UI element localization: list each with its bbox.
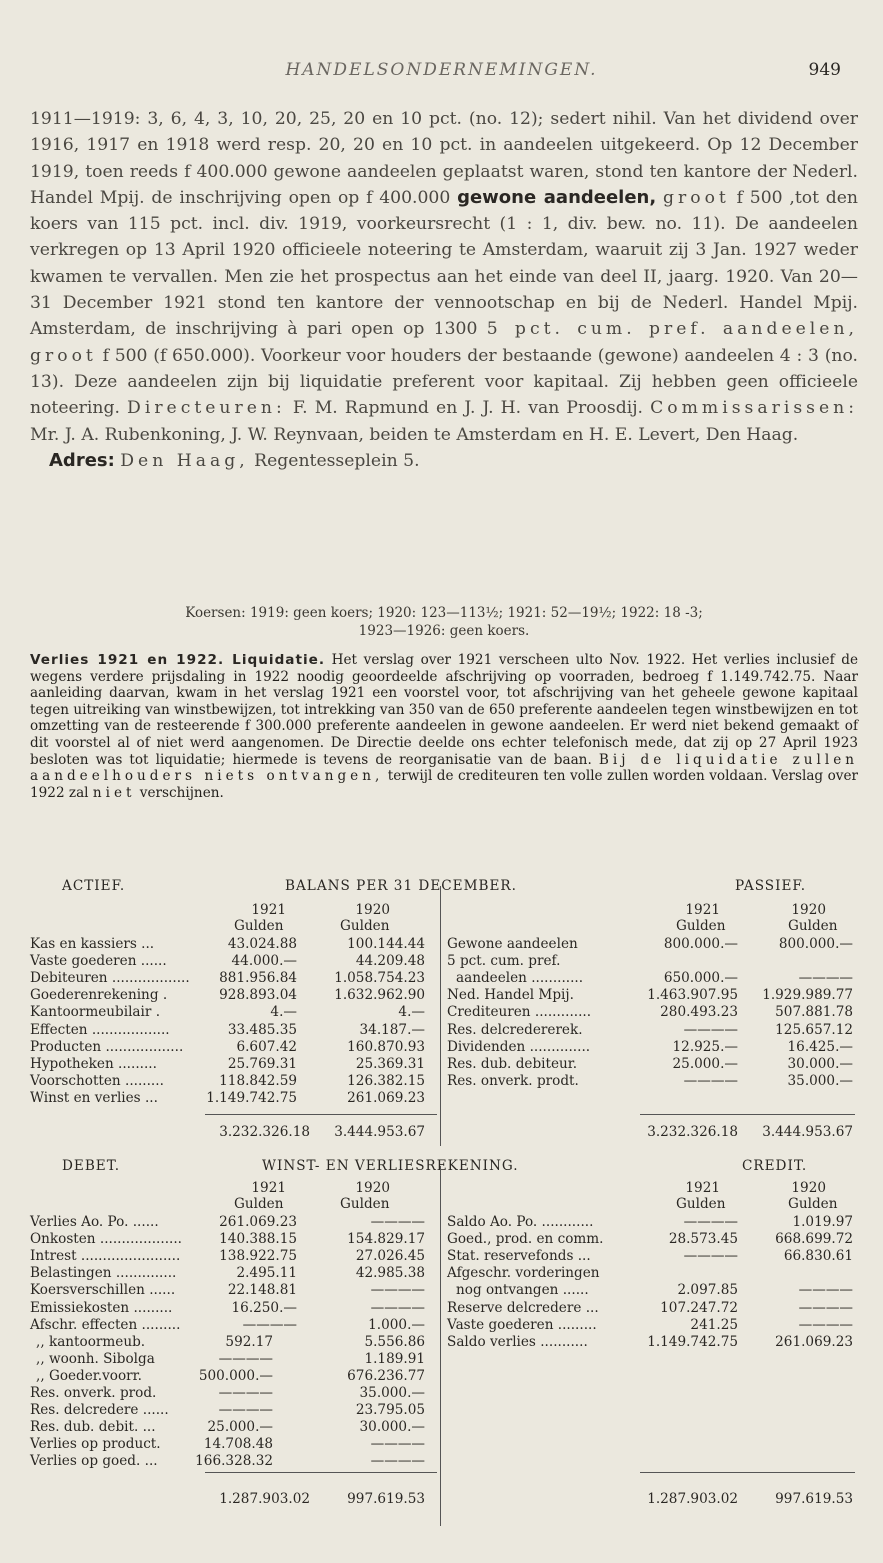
pl-row-value: 1.000.— bbox=[368, 1316, 425, 1333]
description-paragraph bbox=[30, 106, 858, 448]
profit-loss-account bbox=[0, 1158, 883, 1528]
total-rule bbox=[640, 1114, 855, 1115]
column-unit: Gulden bbox=[234, 918, 284, 934]
company-description bbox=[30, 106, 858, 474]
pl-row-value: 27.026.45 bbox=[355, 1248, 425, 1265]
pl-row-value: ———— bbox=[798, 1299, 853, 1316]
column-unit: Gulden bbox=[676, 1196, 726, 1212]
pl-row-value: ———— bbox=[242, 1316, 297, 1333]
pl-row-subvalue: 14.708.48 bbox=[203, 1436, 273, 1453]
balance-row-value: 100.144.44 bbox=[347, 936, 425, 952]
balance-row-value: 280.493.23 bbox=[660, 1004, 738, 1021]
total-value: 1.287.903.02 bbox=[219, 1491, 310, 1507]
balance-row-value: 43.024.88 bbox=[227, 936, 297, 952]
balance-row-value: 881.956.84 bbox=[219, 970, 297, 987]
total-rule bbox=[205, 1114, 437, 1115]
pl-row-value: 16.250.— bbox=[231, 1299, 297, 1316]
pl-row-label: Belastingen .............. bbox=[30, 1265, 177, 1282]
balance-row-label: Res. dub. debiteur. bbox=[447, 1055, 578, 1072]
balance-row-value: 25.000.— bbox=[672, 1055, 738, 1072]
column-unit: Gulden bbox=[340, 918, 390, 934]
pl-row-value: 1.019.97 bbox=[792, 1214, 853, 1230]
pl-row-label: Emissiekosten ......... bbox=[30, 1299, 173, 1316]
balance-row-value: 1.929.989.77 bbox=[762, 987, 853, 1004]
balance-row-value: 125.657.12 bbox=[775, 1021, 853, 1038]
verlies-paragraph bbox=[30, 652, 858, 801]
balance-row-label: Kas en kassiers ... bbox=[30, 936, 155, 952]
spaced-text: niet bbox=[92, 784, 136, 801]
pl-row-subvalue: 166.328.32 bbox=[195, 1453, 273, 1470]
pl-row-subvalue: 500.000.— bbox=[198, 1367, 273, 1384]
address-label: Adres: bbox=[49, 449, 115, 471]
text-run: 1911—1919: 3, 6, 4, 3, 10, 20, 25, 20 en 10 pct. (no. 12); sedert nihil. Van het dividend over 1916, 1917 en 1918 werd resp. 20, 20 en 10 pct. in aandeelen uitgekeerd. Op 12 December 1919, toen reeds f 400.000 gewone aandeelen geplaatst waren, stond ten kantore der Nederl. Handel Mpij. de inschrijving open op f 400.000 bbox=[30, 109, 858, 208]
page-header bbox=[0, 60, 883, 84]
text-run: f 500 ,tot den koers van 115 pct. incl. div. 1919, voorkeursrecht (1 : 1, div. bew. no. 11). De aandeelen verkregen op 13 April 1920 officieele noteering te Amsterdam, waaruit zij 3 Jan. 1927 weder kwamen te vervallen. Men zie het prospectus aan het einde van deel II, jaarg. 1920. Van 20—31 December 1921 stond ten kantore der vennootschap en bij de Nederl. Handel Mpij. Amsterdam, de inschrijving à pari open op 1300 bbox=[30, 187, 859, 340]
pl-row-value: 28.573.45 bbox=[668, 1231, 738, 1248]
pl-row-value: ———— bbox=[370, 1299, 425, 1316]
balance-row-label: aandeelen ............ bbox=[456, 970, 584, 987]
pl-row-label: ,, woonh. Sibolga bbox=[36, 1350, 155, 1367]
pl-row-value: 23.795.05 bbox=[355, 1402, 425, 1419]
balance-row-label: Producten .................. bbox=[30, 1038, 184, 1055]
pl-row-label: Reserve delcredere ... bbox=[447, 1299, 599, 1316]
pl-row-value: 154.829.17 bbox=[347, 1231, 425, 1248]
balance-row-value: 507.881.78 bbox=[775, 1004, 853, 1021]
balance-row-value: 25.769.31 bbox=[227, 1055, 297, 1072]
pl-row-value: 2.097.85 bbox=[677, 1282, 738, 1299]
pl-row-value: 1.149.742.75 bbox=[647, 1333, 738, 1350]
verlies-section bbox=[30, 652, 858, 801]
text-run bbox=[656, 188, 663, 208]
balance-row-value: 1.149.742.75 bbox=[206, 1089, 297, 1106]
pl-row-value: 138.922.75 bbox=[219, 1248, 297, 1265]
pl-row-value: ———— bbox=[798, 1316, 853, 1333]
pl-row-label: ,, kantoormeub. bbox=[36, 1333, 146, 1350]
text-run: f 500 (f 650.000). Voorkeur voor houders der bestaande (gewone) aandeelen 4 : 3 (no. 13). Deze aandeelen zijn bij liquidatie preferent voor kapitaal. Zij hebben geen officieele noteering. bbox=[30, 345, 858, 419]
column-header: 1920 bbox=[791, 1180, 826, 1196]
balance-row-value: 261.069.23 bbox=[347, 1089, 425, 1106]
spaced-text: groot bbox=[663, 187, 730, 208]
text-run: Het verslag over 1921 verscheen ulto Nov. 1922. Het verlies inclusief de wegens verdere prijsdaling in 1922 noodig geoordeelde afschrijving op voorraden, bedroeg f 1.149.742.75. Naar aanleiding daarvan, kwam in het verslag 1921 een voorstel voor, tot afschrijving van het geheele gewone kapitaal tegen uitreiking van winstbewijzen, tot intrekking van 350 van de 650 preferente aandeelen tegen winstbewijzen en tot omzetting van de resteerende f 300.000 preferente aandeelen in gewone aandeelen. Er werd niet bekend gemaakt of dit voorstel al of niet werd aangenomen. De Directie deelde ons echter telefonisch mede, dat zij op 27 April 1923 besloten was tot liquidatie; hiermede is tevens de reorganisatie van de baan. bbox=[30, 652, 858, 768]
pl-row-value: 676.236.77 bbox=[347, 1367, 425, 1384]
balance-row-label: Ned. Handel Mpij. bbox=[447, 987, 574, 1004]
balance-row-label: Voorschotten ......... bbox=[30, 1072, 164, 1089]
passief-caption: PASSIEF. bbox=[735, 878, 807, 894]
balance-row-value: 44.209.48 bbox=[355, 953, 425, 970]
pl-row-value: ———— bbox=[798, 1282, 853, 1299]
commissarissen-label: Commissarissen: bbox=[650, 398, 858, 419]
pl-row-value: 30.000.— bbox=[359, 1419, 425, 1436]
balance-row-label: Debiteuren .................. bbox=[30, 970, 190, 987]
pl-row-label: Vaste goederen ......... bbox=[447, 1316, 597, 1333]
balance-row-label: Res. delcredererek. bbox=[447, 1021, 583, 1038]
total-value: 3.232.326.18 bbox=[219, 1124, 310, 1140]
pl-row-value: 42.985.38 bbox=[355, 1265, 425, 1282]
pl-row-label: Goed., prod. en comm. bbox=[447, 1231, 604, 1248]
pl-row-subvalue: 592.17 bbox=[225, 1333, 273, 1350]
column-header: 1921 bbox=[251, 902, 286, 918]
balance-row-value: 25.369.31 bbox=[355, 1055, 425, 1072]
total-value: 3.444.953.67 bbox=[334, 1124, 425, 1140]
pl-row-value: ———— bbox=[370, 1282, 425, 1299]
balance-row-label: Gewone aandeelen bbox=[447, 936, 578, 952]
pl-row-label: Res. onverk. prod. bbox=[30, 1385, 157, 1401]
total-value: 997.619.53 bbox=[347, 1491, 425, 1507]
balance-row-value: 33.485.35 bbox=[227, 1021, 297, 1038]
balance-row-value: 4.— bbox=[398, 1004, 425, 1021]
balance-row-label: Vaste goederen ...... bbox=[30, 953, 167, 970]
column-divider bbox=[440, 1166, 441, 1526]
pl-row-label: Res. delcredere ...... bbox=[30, 1402, 169, 1419]
column-unit: Gulden bbox=[788, 918, 838, 934]
balance-row-value: 928.893.04 bbox=[219, 987, 297, 1004]
balance-row-value: 160.870.93 bbox=[347, 1038, 425, 1055]
total-rule bbox=[640, 1472, 855, 1473]
pl-row-label: Koersverschillen ...... bbox=[30, 1282, 176, 1299]
total-value: 3.232.326.18 bbox=[647, 1124, 738, 1140]
pl-row-label: Verlies op product. bbox=[30, 1436, 161, 1453]
text-run: terwijl de crediteuren ten volle zullen worden voldaan. Verslag over 1922 zal bbox=[30, 768, 859, 801]
balance-row-value: ———— bbox=[798, 970, 853, 987]
column-unit: Gulden bbox=[340, 1196, 390, 1212]
column-unit: Gulden bbox=[234, 1196, 284, 1212]
balance-row-value: 650.000.— bbox=[663, 970, 738, 987]
pl-row-value: 1.189.91 bbox=[364, 1350, 425, 1367]
page-number: 949 bbox=[808, 60, 841, 80]
pl-row-label: Intrest ....................... bbox=[30, 1248, 181, 1265]
pl-row-value: 22.148.81 bbox=[227, 1282, 297, 1299]
balance-row-value: ———— bbox=[683, 1021, 738, 1038]
profit-loss-title: WINST- EN VERLIESREKENING. bbox=[262, 1158, 519, 1174]
column-header: 1921 bbox=[251, 1180, 286, 1196]
pl-row-label: Stat. reservefonds ... bbox=[447, 1248, 591, 1265]
page-title: HANDELSONDERNEMINGEN. bbox=[285, 60, 598, 80]
balance-row-value: 35.000.— bbox=[787, 1072, 853, 1089]
pl-row-value: 261.069.23 bbox=[775, 1333, 853, 1350]
pl-row-label: ,, Goeder.voorr. bbox=[36, 1367, 142, 1384]
directeuren-label: Directeuren: bbox=[127, 398, 286, 419]
pl-row-label: Saldo Ao. Po. ............ bbox=[447, 1214, 594, 1230]
pl-row-value: 66.830.61 bbox=[783, 1248, 853, 1265]
pl-row-value: 668.699.72 bbox=[775, 1231, 853, 1248]
balance-row-label: Crediteuren ............. bbox=[447, 1004, 592, 1021]
koersen-line: Koersen: 1919: geen koers; 1920: 123—113½; 1921: 52—19½; 1922: 18 -3; bbox=[185, 605, 703, 621]
pl-row-label: Saldo verlies ........... bbox=[447, 1333, 588, 1350]
column-header: 1920 bbox=[355, 902, 390, 918]
pl-row-value: 2.495.11 bbox=[236, 1265, 297, 1282]
emphasis-gewone-aandeelen: gewone aandeelen, bbox=[457, 186, 657, 208]
pl-row-value: 107.247.72 bbox=[660, 1299, 738, 1316]
column-header: 1920 bbox=[355, 1180, 390, 1196]
koersen bbox=[30, 604, 858, 640]
pl-row-label: Verlies Ao. Po. ...... bbox=[30, 1214, 159, 1230]
balance-row-value: 16.425.— bbox=[787, 1038, 853, 1055]
pl-row-subvalue: ———— bbox=[218, 1350, 273, 1367]
pl-row-label: Afschr. effecten ......... bbox=[30, 1316, 181, 1333]
column-header: 1921 bbox=[685, 902, 720, 918]
pl-row-value: 5.556.86 bbox=[364, 1333, 425, 1350]
total-rule bbox=[205, 1472, 437, 1473]
balance-row-value: 34.187.— bbox=[359, 1021, 425, 1038]
balance-row-value: 1.058.754.23 bbox=[334, 970, 425, 987]
balance-row-value: 800.000.— bbox=[663, 936, 738, 952]
balance-title: BALANS PER 31 DECEMBER. bbox=[285, 878, 517, 894]
balance-row-value: ———— bbox=[683, 1072, 738, 1089]
address-street: Regentesseplein 5. bbox=[248, 450, 420, 471]
balance-row-value: 1.463.907.95 bbox=[647, 987, 738, 1004]
balance-row-value: 44.000.— bbox=[231, 953, 297, 970]
address-city: Den Haag, bbox=[120, 450, 249, 471]
pl-row-subvalue: ———— bbox=[218, 1402, 273, 1419]
spaced-text: Bij de liquidatie zullen aandeelhouders niets ontvangen, bbox=[30, 751, 858, 785]
pl-row-subvalue: ———— bbox=[218, 1385, 273, 1401]
text-run: verschijnen. bbox=[135, 784, 224, 801]
balance-row-value: 800.000.— bbox=[778, 936, 853, 952]
balance-row-value: 30.000.— bbox=[787, 1055, 853, 1072]
total-value: 997.619.53 bbox=[775, 1491, 853, 1507]
pl-row-label: Verlies op goed. ... bbox=[30, 1453, 158, 1470]
total-value: 3.444.953.67 bbox=[762, 1124, 853, 1140]
koersen-line: 1923—1926: geen koers. bbox=[358, 623, 530, 639]
pl-row-value: 140.388.15 bbox=[219, 1231, 297, 1248]
debet-caption: DEBET. bbox=[62, 1158, 121, 1174]
pl-row-value: ———— bbox=[370, 1214, 425, 1230]
credit-caption: CREDIT. bbox=[742, 1158, 808, 1174]
balance-row-label: Kantoormeubilair . bbox=[30, 1004, 161, 1021]
pl-row-label: Res. dub. debit. ... bbox=[30, 1419, 156, 1436]
pl-row-subvalue: 25.000.— bbox=[207, 1419, 273, 1436]
total-value: 1.287.903.02 bbox=[647, 1491, 738, 1507]
column-header: 1921 bbox=[685, 1180, 720, 1196]
pl-row-value: 261.069.23 bbox=[219, 1214, 297, 1230]
commissarissen-names: Mr. J. A. Rubenkoning, J. W. Reynvaan, beiden te Amsterdam en H. E. Levert, Den Haag. bbox=[30, 424, 799, 445]
pl-row-label: Afgeschr. vorderingen bbox=[447, 1265, 600, 1282]
balance-row-label: Res. onverk. prodt. bbox=[447, 1072, 579, 1089]
balance-row-value: 4.— bbox=[270, 1004, 297, 1021]
column-divider bbox=[440, 886, 441, 1146]
column-unit: Gulden bbox=[676, 918, 726, 934]
column-header: 1920 bbox=[791, 902, 826, 918]
pl-row-value: ———— bbox=[370, 1453, 425, 1470]
pl-row-label: nog ontvangen ...... bbox=[456, 1282, 589, 1299]
pl-row-value: 241.25 bbox=[690, 1316, 738, 1333]
balance-row-value: 1.632.962.90 bbox=[334, 987, 425, 1004]
actief-caption: ACTIEF. bbox=[62, 878, 126, 894]
balance-row-value: 6.607.42 bbox=[236, 1038, 297, 1055]
spaced-text: 5 pct. cum. pref. aandeelen, groot bbox=[30, 319, 858, 366]
column-unit: Gulden bbox=[788, 1196, 838, 1212]
balance-row-label: Effecten .................. bbox=[30, 1021, 170, 1038]
balance-row-label: Hypotheken ......... bbox=[30, 1055, 157, 1072]
balance-row-label: Dividenden .............. bbox=[447, 1038, 591, 1055]
verlies-title: Verlies 1921 en 1922. Liquidatie. bbox=[30, 652, 326, 668]
balance-row-value: 12.925.— bbox=[672, 1038, 738, 1055]
pl-row-value: 35.000.— bbox=[359, 1385, 425, 1401]
balance-row-label: Goederenrekening . bbox=[30, 987, 168, 1004]
balance-row-value: 118.842.59 bbox=[219, 1072, 297, 1089]
pl-row-label: Onkosten ................... bbox=[30, 1231, 182, 1248]
balance-sheet bbox=[0, 878, 883, 1148]
pl-row-value: ———— bbox=[683, 1214, 738, 1230]
balance-row-value: 126.382.15 bbox=[347, 1072, 425, 1089]
pl-row-value: ———— bbox=[683, 1248, 738, 1265]
directeuren-names: F. M. Rapmund en J. J. H. van Proosdij. bbox=[285, 398, 651, 419]
balance-row-label: 5 pct. cum. pref. bbox=[447, 953, 561, 970]
pl-row-value: ———— bbox=[370, 1436, 425, 1453]
balance-row-label: Winst en verlies ... bbox=[30, 1089, 158, 1106]
address-line bbox=[30, 448, 858, 474]
